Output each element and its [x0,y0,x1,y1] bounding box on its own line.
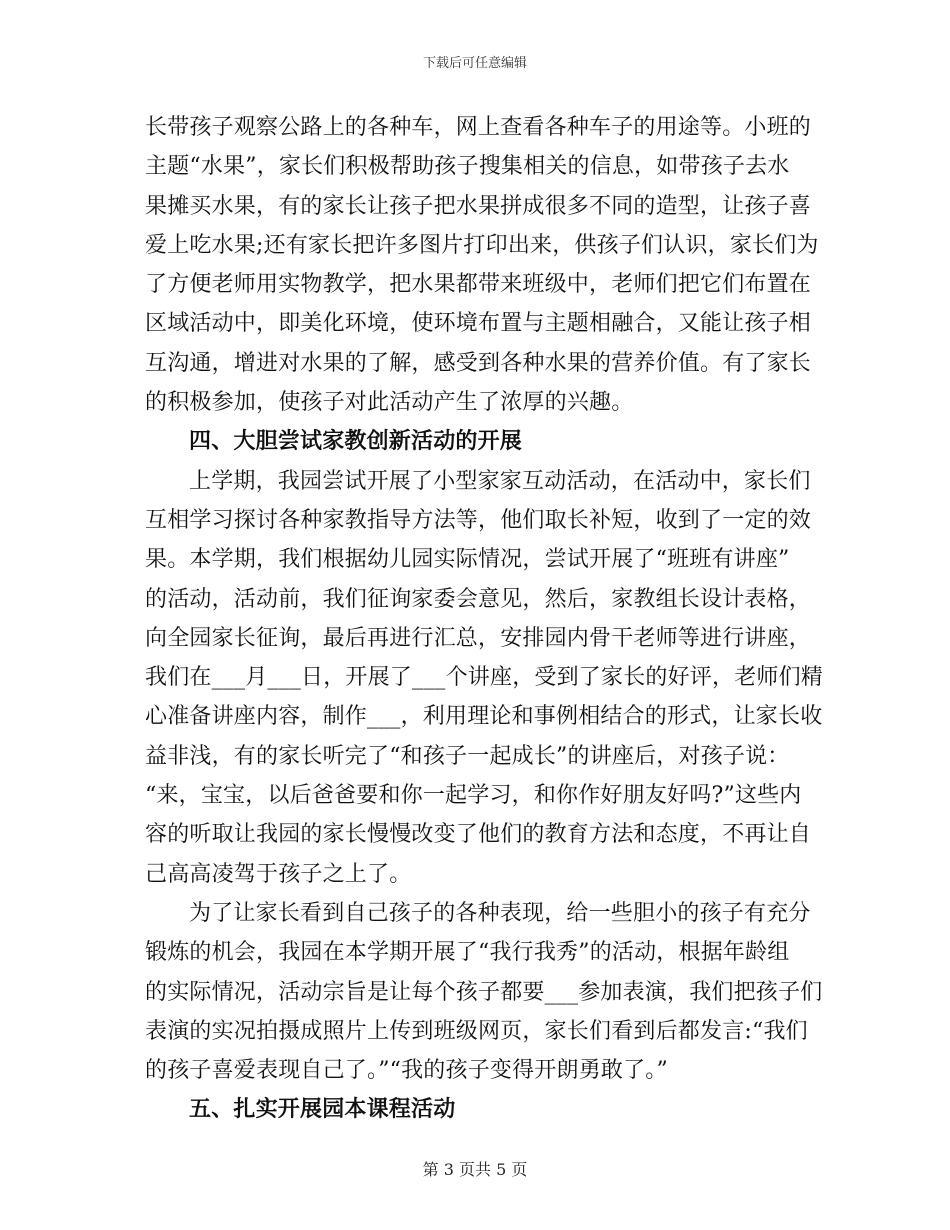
paragraph-line: 互相学习探讨各种家教指导方法等，他们取长补短，收到了一定的效 [145,507,812,533]
paragraph-line: 己高高凌驾于孩子之上了。 [145,861,412,887]
paragraph-line: 的活动，活动前，我们征询家委会意见，然后，家教组长设计表格， [145,586,812,612]
paragraph-line: 主题“水果”，家长们积极帮助孩子搜集相关的信息，如带孩子去水 [145,154,790,180]
document-body [145,108,824,1130]
paragraph-line: 我们在___月___日，开展了___个讲座，受到了家长的好评，老师们精 [145,665,824,691]
paragraph-line: 长带孩子观察公路上的各种车，网上查看各种车子的用途等。小班的 [145,115,812,140]
paragraph-line: 爱上吃水果;还有家长把许多图片打印出来，供孩子们认识，家长们为 [145,232,819,258]
paragraph-line: 心准备讲座内容，制作___，利用理论和事例相结合的形式，让家长收 [145,704,823,730]
paragraph-line: 的孩子喜爱表现自己了。”“我的孩子变得开朗勇敢了。” [145,1058,668,1084]
paragraph-line: 的积极参加，使孩子对此活动产生了浓厚的兴趣。 [145,390,634,416]
paragraph-line: 表演的实况拍摄成照片上传到班级网页，家长们看到后都发言:“我们 [145,1018,808,1044]
section-heading-4: 四、大胆尝试家教创新活动的开展 [189,428,523,455]
paragraph-line: 了方便老师用实物教学，把水果都带来班级中，老师们把它们布置在 [145,272,812,298]
page-footer: 第 3 页共 5 页 [422,1160,528,1179]
paragraph-line: 的实际情况，活动宗旨是让每个孩子都要___参加表演，我们把孩子们 [145,979,823,1005]
paragraph-line: 为了让家长看到自己孩子的各种表现，给一些胆小的孩子有充分 [189,900,811,926]
paragraph-line: 上学期，我园尝试开展了小型家家互动活动，在活动中，家长们 [189,468,811,494]
paragraph-line: “来，宝宝，以后爸爸要和你一起学习，和你作好朋友好吗?”这些内 [145,783,802,809]
paragraph-line: 果摊买水果，有的家长让孩子把水果拼成很多不同的造型，让孩子喜 [145,193,812,219]
paragraph-line: 区域活动中，即美化环境，使环境布置与主题相融合，又能让孩子相 [145,311,812,337]
paragraph-line: 锻炼的机会，我园在本学期开展了“我行我秀”的活动，根据年龄组 [145,940,790,966]
section-heading-5: 五、扎实开展园本课程活动 [189,1096,456,1123]
paragraph-line: 果。本学期，我们根据幼儿园实际情况，尝试开展了“班班有讲座” [145,547,790,573]
paragraph-line: 益非浅，有的家长听完了“和孩子一起成长”的讲座后，对孩子说： [145,743,790,769]
paragraph-line: 互沟通，增进对水果的了解，感受到各种水果的营养价值。有了家长 [145,350,812,376]
page-header: 下载后可任意编辑 [422,56,527,71]
paragraph-line: 容的听取让我园的家长慢慢改变了他们的教育方法和态度，不再让自 [145,822,812,848]
paragraph-line: 向全园家长征询，最后再进行汇总，安排园内骨干老师等进行讲座， [145,625,812,651]
